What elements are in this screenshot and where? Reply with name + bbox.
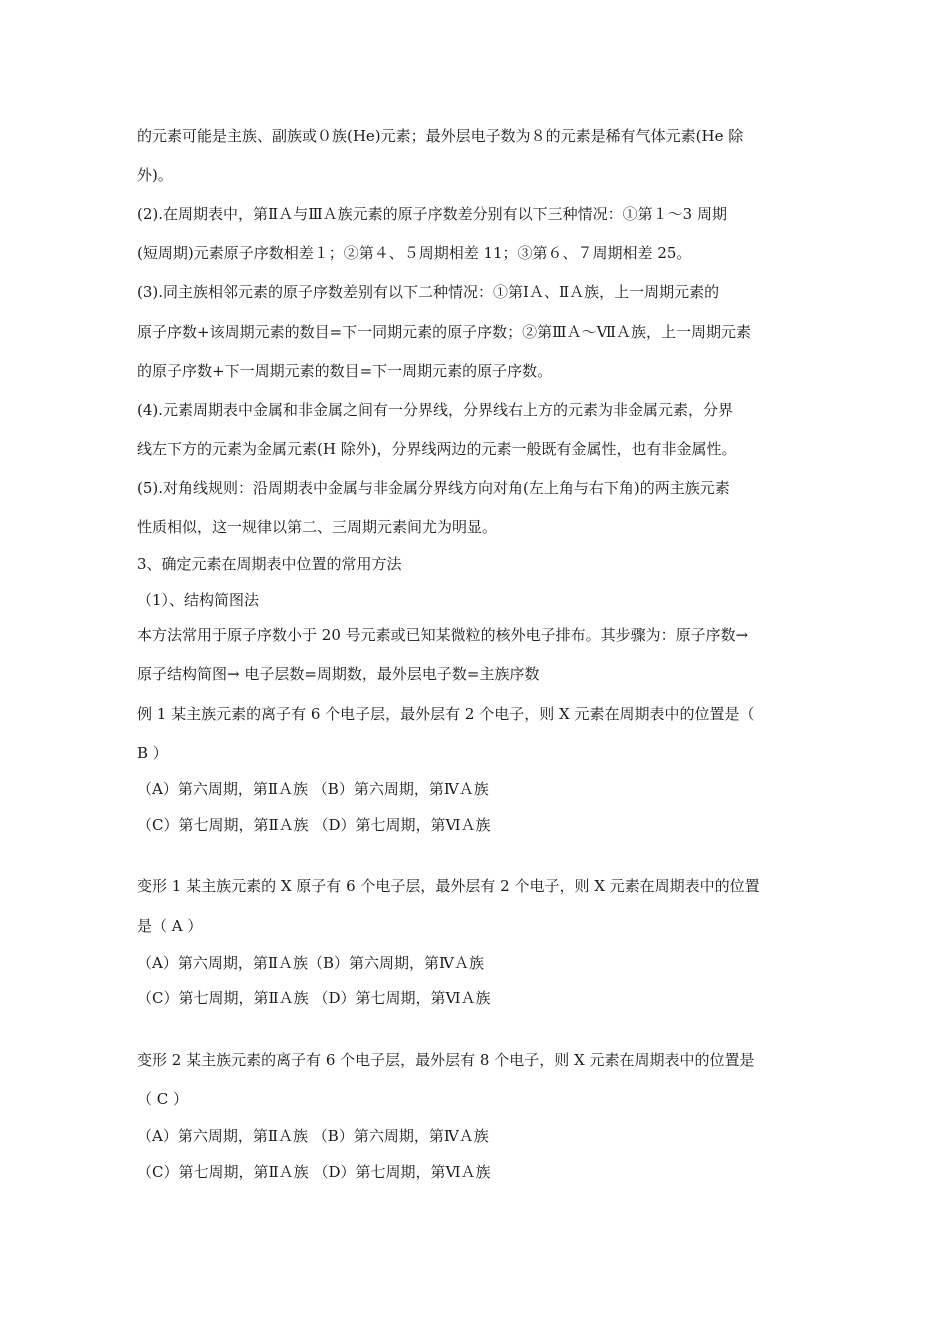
text-line: 原子结构简图→ 电子层数=周期数，最外层电子数=主族序数 xyxy=(137,665,540,683)
text-line: 的元素可能是主族、副族或０族(He)元素；最外层电子数为８的元素是稀有气体元素(He 除 xyxy=(137,127,744,145)
option-line: （A）第六周期，第ⅡＡ族 （B）第六周期，第ⅣＡ族 xyxy=(137,1127,489,1145)
example-answer: B ） xyxy=(137,744,168,762)
text-line: (2).在周期表中，第ⅡＡ与ⅢＡ族元素的原子序数差分别有以下三种情况：①第１～3 周期 xyxy=(137,205,727,223)
text-line: 的原子序数+下一周期元素的数目=下一周期元素的原子序数。 xyxy=(137,362,553,380)
section-heading: 3、确定元素在周期表中位置的常用方法 xyxy=(137,555,402,573)
variant-question: 变形 1 某主族元素的 X 原子有 6 个电子层，最外层有 2 个电子，则 X 元素在周期表中的位置 xyxy=(137,877,760,895)
text-line: 外)。 xyxy=(137,166,173,184)
text-line: 原子序数+该周期元素的数目=下一同期元素的原子序数；②第ⅢＡ～ⅦＡ族，上一周期元素 xyxy=(137,323,751,341)
option-line: （C）第七周期，第ⅡＡ族 （D）第七周期，第ⅥＡ族 xyxy=(137,989,491,1007)
text-line: 线左下方的元素为金属元素(H 除外)，分界线两边的元素一般既有金属性，也有非金属性。 xyxy=(137,440,737,458)
variant-answer: （ C ） xyxy=(137,1090,189,1108)
option-line: （C）第七周期，第ⅡＡ族 （D）第七周期，第ⅥＡ族 xyxy=(137,1163,491,1181)
option-line: （A）第六周期，第ⅡＡ族 （B）第六周期，第ⅣＡ族 xyxy=(137,780,489,798)
option-line: （C）第七周期，第ⅡＡ族 （D）第七周期，第ⅥＡ族 xyxy=(137,816,491,834)
subsection-heading: （1）、结构简图法 xyxy=(137,591,260,609)
text-line: 本方法常用于原子序数小于 20 号元素或已知某微粒的核外电子排布。其步骤为：原子序数→ xyxy=(137,626,749,644)
text-line: (5).对角线规则：沿周期表中金属与非金属分界线方向对角(左上角与右下角)的两主族元素 xyxy=(137,479,730,497)
variant-answer: 是（ A ） xyxy=(137,917,203,935)
text-line: (4).元素周期表中金属和非金属之间有一分界线，分界线右上方的元素为非金属元素，分界 xyxy=(137,401,734,419)
option-line: （A）第六周期，第ⅡＡ族（B）第六周期，第ⅣＡ族 xyxy=(137,954,485,972)
variant-question: 变形 2 某主族元素的离子有 6 个电子层，最外层有 8 个电子，则 X 元素在周期表中的位置是 xyxy=(137,1051,755,1069)
text-line: (3).同主族相邻元素的原子序数差别有以下二种情况：①第ⅠＡ、ⅡＡ族，上一周期元素的 xyxy=(137,283,720,301)
text-line: 性质相似，这一规律以第二、三周期元素间尤为明显。 xyxy=(137,518,498,536)
example-question: 例 1 某主族元素的离子有 6 个电子层，最外层有 2 个电子，则 X 元素在周期表中的位置是（ xyxy=(137,705,755,723)
text-line: (短周期)元素原子序数相差１；②第４、５周期相差 11；③第６、７周期相差 25。 xyxy=(137,244,692,262)
